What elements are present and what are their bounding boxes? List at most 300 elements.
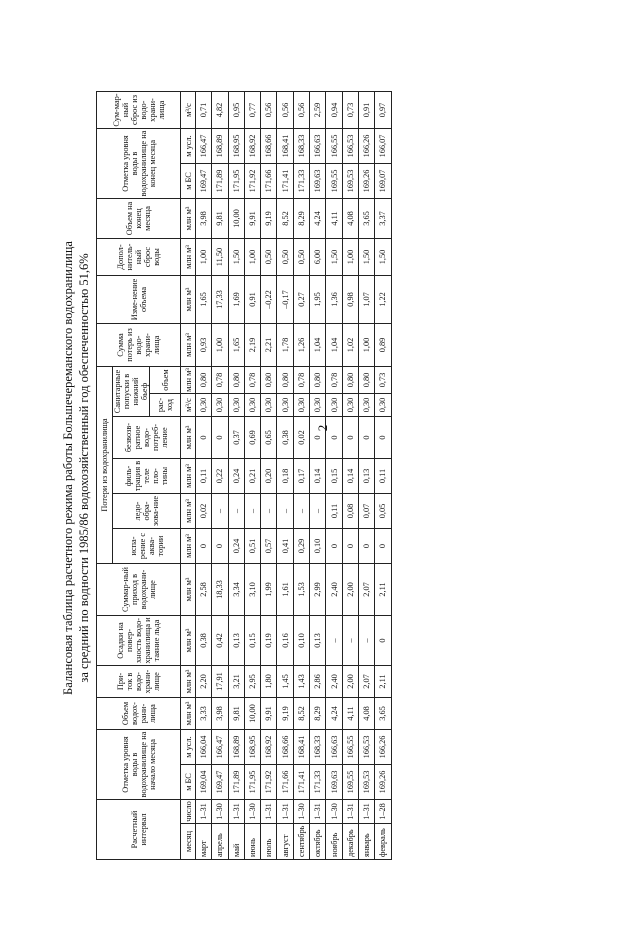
value-cell: 1,50 xyxy=(326,239,342,276)
value-cell: 3,37 xyxy=(375,199,391,239)
value-cell: 1,43 xyxy=(293,666,309,698)
value-cell: 169,55 xyxy=(342,765,358,800)
title-line-2: за средний по водности 1985/86 водохозяйственный год обеспеченностью 51,6% xyxy=(77,253,91,683)
value-cell: 4,24 xyxy=(310,199,326,239)
unit-cell: млн м³ xyxy=(181,529,196,564)
value-cell: 0,91 xyxy=(358,92,374,129)
table-row xyxy=(293,92,309,860)
value-cell: – xyxy=(310,494,326,529)
month-cell: апрель xyxy=(212,824,228,860)
month-cell: декабрь xyxy=(342,824,358,860)
value-cell: 1,99 xyxy=(261,564,277,616)
water-balance-table xyxy=(96,91,392,860)
value-cell: 0,30 xyxy=(326,394,342,417)
header-losses-group: Потери из водохранилища xyxy=(97,367,113,564)
value-cell: 0 xyxy=(212,529,228,564)
value-cell: – xyxy=(212,494,228,529)
value-cell: 0,56 xyxy=(261,92,277,129)
value-cell: 0,30 xyxy=(310,394,326,417)
value-cell: – xyxy=(342,616,358,666)
value-cell: 1,00 xyxy=(342,239,358,276)
value-cell: 0 xyxy=(342,529,358,564)
value-cell: 0,50 xyxy=(277,239,293,276)
value-cell: 3,34 xyxy=(228,564,244,616)
value-cell: 1,26 xyxy=(293,324,309,367)
value-cell: 0,11 xyxy=(196,459,212,494)
value-cell: 171,92 xyxy=(261,765,277,800)
value-cell: 0,78 xyxy=(293,367,309,394)
value-cell: 0,18 xyxy=(277,459,293,494)
value-cell: 166,07 xyxy=(375,129,391,164)
value-cell: 166,26 xyxy=(358,129,374,164)
value-cell: 1–30 xyxy=(244,800,260,824)
value-cell: 0,56 xyxy=(277,92,293,129)
value-cell: 1–31 xyxy=(228,800,244,824)
value-cell: 3,98 xyxy=(196,199,212,239)
value-cell: 0 xyxy=(375,616,391,666)
value-cell: 0,30 xyxy=(212,394,228,417)
value-cell: 0,50 xyxy=(293,239,309,276)
unit-cell: м³/с xyxy=(181,394,196,417)
value-cell: 1–31 xyxy=(358,800,374,824)
value-cell: 0,05 xyxy=(375,494,391,529)
value-cell: 169,04 xyxy=(196,765,212,800)
value-cell: 166,63 xyxy=(310,129,326,164)
value-cell: 1–31 xyxy=(277,800,293,824)
value-cell: 0,56 xyxy=(293,92,309,129)
value-cell: 168,92 xyxy=(261,730,277,765)
value-cell: 0,11 xyxy=(375,459,391,494)
rotated-page-content xyxy=(0,38,628,898)
value-cell: 2,07 xyxy=(358,564,374,616)
value-cell: 0 xyxy=(358,417,374,459)
value-cell: 0,11 xyxy=(326,494,342,529)
value-cell: 1,53 xyxy=(293,564,309,616)
value-cell: 0,73 xyxy=(375,367,391,394)
value-cell: 0 xyxy=(326,417,342,459)
value-cell: 1,00 xyxy=(212,324,228,367)
value-cell: 0,24 xyxy=(228,459,244,494)
table-row xyxy=(261,92,277,860)
unit-cell: млн м³ xyxy=(181,616,196,666)
value-cell: 17,33 xyxy=(212,276,228,324)
value-cell: 1–30 xyxy=(212,800,228,824)
unit-cell: млн м³ xyxy=(181,276,196,324)
value-cell: 0,80 xyxy=(310,367,326,394)
value-cell: 4,24 xyxy=(326,698,342,730)
value-cell: 0,80 xyxy=(196,367,212,394)
value-cell: – xyxy=(277,494,293,529)
value-cell: 171,89 xyxy=(212,164,228,199)
value-cell: – xyxy=(326,616,342,666)
value-cell: 1,50 xyxy=(228,239,244,276)
value-cell: 0 xyxy=(342,417,358,459)
header-total-discharge: Сум-мар-ный сброс из водо-храни-лища xyxy=(97,92,181,129)
value-cell: 166,47 xyxy=(212,730,228,765)
value-cell: 0,17 xyxy=(293,459,309,494)
value-cell: 4,08 xyxy=(358,698,374,730)
value-cell: 1,65 xyxy=(196,276,212,324)
value-cell: 0 xyxy=(375,529,391,564)
value-cell: 0,41 xyxy=(277,529,293,564)
value-cell: 0,15 xyxy=(326,459,342,494)
value-cell: 0,30 xyxy=(261,394,277,417)
value-cell: 169,63 xyxy=(310,164,326,199)
month-cell: май xyxy=(228,824,244,860)
header-level-start: Отметка уровня воды в водохранилище на начало месяца xyxy=(97,730,181,800)
month-cell: сентябрь xyxy=(293,824,309,860)
unit-cell: м³/с xyxy=(181,92,196,129)
value-cell: 0,07 xyxy=(358,494,374,529)
value-cell: 2,59 xyxy=(310,92,326,129)
value-cell: 2,19 xyxy=(244,324,260,367)
value-cell: 18,33 xyxy=(212,564,228,616)
table-row xyxy=(358,92,374,860)
value-cell: 9,91 xyxy=(244,199,260,239)
month-cell: ноябрь xyxy=(326,824,342,860)
value-cell: 166,63 xyxy=(326,730,342,765)
value-cell: 0,42 xyxy=(212,616,228,666)
value-cell: 171,41 xyxy=(293,765,309,800)
value-cell: 1–30 xyxy=(326,800,342,824)
value-cell: 1,00 xyxy=(196,239,212,276)
value-cell: 0 xyxy=(310,417,326,459)
header-volume: Объем водох-рани-лища xyxy=(97,698,181,730)
unit-cell: м усл. xyxy=(181,129,196,164)
value-cell: – xyxy=(228,494,244,529)
value-cell: 2,58 xyxy=(196,564,212,616)
value-cell: 3,65 xyxy=(358,199,374,239)
table-row xyxy=(326,92,342,860)
value-cell: 169,63 xyxy=(326,765,342,800)
value-cell: 1,22 xyxy=(375,276,391,324)
header-irreversible-use: безвозв-ратное водо-потреб-ление xyxy=(113,417,181,459)
value-cell: 0,77 xyxy=(244,92,260,129)
month-cell: октябрь xyxy=(310,824,326,860)
value-cell: 168,41 xyxy=(293,730,309,765)
value-cell: 171,33 xyxy=(293,164,309,199)
value-cell: 0,30 xyxy=(244,394,260,417)
value-cell: 0,10 xyxy=(293,616,309,666)
header-filtration: филь-трация в теле пло-тины xyxy=(113,459,181,494)
value-cell: 2,21 xyxy=(261,324,277,367)
value-cell: 3,33 xyxy=(196,698,212,730)
value-cell: 0,22 xyxy=(212,459,228,494)
table-row xyxy=(212,92,228,860)
value-cell: 168,95 xyxy=(244,730,260,765)
month-cell: июнь xyxy=(244,824,260,860)
value-cell: 0,08 xyxy=(342,494,358,529)
value-cell: 171,33 xyxy=(310,765,326,800)
value-cell: 2,00 xyxy=(342,666,358,698)
header-volume-end: Объем на конец месяца xyxy=(97,199,181,239)
value-cell: 0,13 xyxy=(310,616,326,666)
table-row xyxy=(277,92,293,860)
header-evaporation: испа-рение с аква-тории xyxy=(113,529,181,564)
value-cell: 0,69 xyxy=(244,417,260,459)
table-row xyxy=(375,92,391,860)
value-cell: 3,65 xyxy=(375,698,391,730)
header-inflow: При-ток в водо-храни-лище xyxy=(97,666,181,698)
value-cell: 11,50 xyxy=(212,239,228,276)
value-cell: 171,92 xyxy=(244,164,260,199)
value-cell: 0,78 xyxy=(212,367,228,394)
value-cell: 8,52 xyxy=(277,199,293,239)
value-cell: 171,95 xyxy=(244,765,260,800)
header-volume-change: Изме-нение объема xyxy=(97,276,181,324)
value-cell: 1,04 xyxy=(310,324,326,367)
value-cell: 2,40 xyxy=(326,666,342,698)
value-cell: 9,91 xyxy=(261,698,277,730)
unit-cell: млн м³ xyxy=(181,239,196,276)
header-total-inflow: Суммар-ный приход в водохрани-лище xyxy=(97,564,181,616)
value-cell: 1,00 xyxy=(358,324,374,367)
value-cell: 169,07 xyxy=(375,164,391,199)
value-cell: 171,66 xyxy=(261,164,277,199)
value-cell: 166,26 xyxy=(375,730,391,765)
value-cell: 9,81 xyxy=(212,199,228,239)
value-cell: 0,78 xyxy=(244,367,260,394)
value-cell: 2,20 xyxy=(196,666,212,698)
value-cell: 0,80 xyxy=(277,367,293,394)
value-cell: 168,89 xyxy=(212,129,228,164)
value-cell: 1–28 xyxy=(375,800,391,824)
value-cell: – xyxy=(244,494,260,529)
value-cell: 0,21 xyxy=(244,459,260,494)
value-cell: 0,30 xyxy=(375,394,391,417)
value-cell: 10,00 xyxy=(228,199,244,239)
value-cell: 0,30 xyxy=(293,394,309,417)
unit-cell: м БС xyxy=(181,164,196,199)
header-sum-losses: Сумма потерь из водо-храни-лища xyxy=(97,324,181,367)
value-cell: 1,36 xyxy=(326,276,342,324)
month-cell: февраль xyxy=(375,824,391,860)
value-cell: 0,38 xyxy=(196,616,212,666)
value-cell: 0,98 xyxy=(342,276,358,324)
value-cell: 168,33 xyxy=(310,730,326,765)
value-cell: –0,17 xyxy=(277,276,293,324)
header-ice-formation: ледо-обра-зова-ние xyxy=(113,494,181,529)
value-cell: 0,13 xyxy=(358,459,374,494)
value-cell: 0,02 xyxy=(196,494,212,529)
value-cell: 0,80 xyxy=(228,367,244,394)
value-cell: 0,29 xyxy=(293,529,309,564)
unit-cell: млн м³ xyxy=(181,417,196,459)
value-cell: 9,19 xyxy=(277,698,293,730)
value-cell: 0 xyxy=(212,417,228,459)
table-body xyxy=(196,92,392,860)
unit-cell: млн м³ xyxy=(181,564,196,616)
value-cell: 168,95 xyxy=(228,129,244,164)
value-cell: 0,15 xyxy=(244,616,260,666)
value-cell: 0,14 xyxy=(310,459,326,494)
value-cell: 9,19 xyxy=(261,199,277,239)
value-cell: 0,30 xyxy=(228,394,244,417)
value-cell: 0,30 xyxy=(342,394,358,417)
value-cell: 169,26 xyxy=(358,164,374,199)
value-cell: 10,00 xyxy=(244,698,260,730)
header-sanitary-releases: Санитарные попуски в нижний бьеф xyxy=(113,367,150,417)
value-cell: 8,29 xyxy=(310,698,326,730)
value-cell: 166,53 xyxy=(342,129,358,164)
table-row xyxy=(228,92,244,860)
value-cell: 1,61 xyxy=(277,564,293,616)
value-cell: 0,16 xyxy=(277,616,293,666)
value-cell: 171,41 xyxy=(277,164,293,199)
unit-cell: млн м³ xyxy=(181,494,196,529)
value-cell: 0,30 xyxy=(277,394,293,417)
table-row xyxy=(244,92,260,860)
value-cell: 0,20 xyxy=(261,459,277,494)
value-cell: – xyxy=(261,494,277,529)
value-cell: 4,08 xyxy=(342,199,358,239)
value-cell: 169,47 xyxy=(196,164,212,199)
value-cell: 0,38 xyxy=(277,417,293,459)
value-cell: 168,66 xyxy=(277,730,293,765)
page-number: 2 xyxy=(315,424,330,432)
unit-cell: месяц xyxy=(181,824,196,860)
header-sanitary-rate: рас-ход xyxy=(150,394,181,417)
value-cell: 3,98 xyxy=(212,698,228,730)
value-cell: 166,53 xyxy=(358,730,374,765)
value-cell: – xyxy=(358,616,374,666)
value-cell: 0,97 xyxy=(375,92,391,129)
value-cell: 1,80 xyxy=(261,666,277,698)
value-cell: 3,10 xyxy=(244,564,260,616)
value-cell: 4,11 xyxy=(342,698,358,730)
value-cell: 1–30 xyxy=(293,800,309,824)
value-cell: 1–31 xyxy=(261,800,277,824)
value-cell: 1,65 xyxy=(228,324,244,367)
value-cell: 1,00 xyxy=(244,239,260,276)
unit-cell: м усл. xyxy=(181,730,196,765)
value-cell: 0 xyxy=(196,529,212,564)
value-cell: 1–31 xyxy=(196,800,212,824)
value-cell: 0,30 xyxy=(358,394,374,417)
unit-cell: млн м³ xyxy=(181,459,196,494)
value-cell: 0,14 xyxy=(342,459,358,494)
value-cell: 0 xyxy=(196,417,212,459)
value-cell: 2,99 xyxy=(310,564,326,616)
table-row xyxy=(310,92,326,860)
unit-cell: млн м³ xyxy=(181,367,196,394)
value-cell: 171,89 xyxy=(228,765,244,800)
value-cell: 1,02 xyxy=(342,324,358,367)
value-cell: 1,04 xyxy=(326,324,342,367)
value-cell: 171,66 xyxy=(277,765,293,800)
value-cell: 166,55 xyxy=(326,129,342,164)
value-cell: 0,91 xyxy=(244,276,260,324)
value-cell: 0,51 xyxy=(244,529,260,564)
value-cell: 1–31 xyxy=(310,800,326,824)
value-cell: 4,82 xyxy=(212,92,228,129)
value-cell: – xyxy=(293,494,309,529)
value-cell: 2,95 xyxy=(244,666,260,698)
title-line-1: Балансовая таблица расчетного режима работы Большечереманского водохранилища xyxy=(61,241,75,695)
value-cell: 0,80 xyxy=(261,367,277,394)
value-cell: 169,53 xyxy=(342,164,358,199)
value-cell: 0,24 xyxy=(228,529,244,564)
value-cell: 0,94 xyxy=(326,92,342,129)
value-cell: 169,55 xyxy=(326,164,342,199)
value-cell: 8,29 xyxy=(293,199,309,239)
value-cell: 1,45 xyxy=(277,666,293,698)
value-cell: 2,07 xyxy=(358,666,374,698)
value-cell: 0,13 xyxy=(228,616,244,666)
value-cell: 1,50 xyxy=(375,239,391,276)
value-cell: 168,41 xyxy=(277,129,293,164)
value-cell: 17,91 xyxy=(212,666,228,698)
header-precipitation: Осадки на повер-хность водо-хранилища и таяние льда xyxy=(97,616,181,666)
value-cell: 0,93 xyxy=(196,324,212,367)
value-cell: 0,27 xyxy=(293,276,309,324)
value-cell: 1,78 xyxy=(277,324,293,367)
unit-cell: млн м³ xyxy=(181,666,196,698)
value-cell: 8,52 xyxy=(293,698,309,730)
unit-cell: млн м³ xyxy=(181,698,196,730)
month-cell: июль xyxy=(261,824,277,860)
value-cell: 0,02 xyxy=(293,417,309,459)
value-cell: 0 xyxy=(375,417,391,459)
value-cell: 0,80 xyxy=(358,367,374,394)
month-cell: январь xyxy=(358,824,374,860)
header-level-end: Отметка уровня воды в водохранилище на конец месяца xyxy=(97,129,181,199)
value-cell: 0 xyxy=(326,529,342,564)
value-cell: 169,53 xyxy=(358,765,374,800)
value-cell: 1,07 xyxy=(358,276,374,324)
value-cell: 2,86 xyxy=(310,666,326,698)
value-cell: 3,21 xyxy=(228,666,244,698)
value-cell: 0,95 xyxy=(228,92,244,129)
unit-cell: млн м³ xyxy=(181,324,196,367)
value-cell: 0,78 xyxy=(326,367,342,394)
value-cell: 9,81 xyxy=(228,698,244,730)
unit-cell: млн м³ xyxy=(181,199,196,239)
value-cell: 6,00 xyxy=(310,239,326,276)
value-cell: –0,22 xyxy=(261,276,277,324)
value-cell: 2,00 xyxy=(342,564,358,616)
units-row xyxy=(181,92,196,860)
document-title xyxy=(60,38,92,898)
value-cell: 2,11 xyxy=(375,564,391,616)
value-cell: 0 xyxy=(358,529,374,564)
value-cell: 0,80 xyxy=(342,367,358,394)
value-cell: 171,95 xyxy=(228,164,244,199)
value-cell: 0,71 xyxy=(196,92,212,129)
value-cell: 4,11 xyxy=(326,199,342,239)
header-interval: Расчетный интервал xyxy=(97,800,181,860)
value-cell: 166,47 xyxy=(196,129,212,164)
month-cell: март xyxy=(196,824,212,860)
unit-cell: м БС xyxy=(181,765,196,800)
header-additional-discharge: Допол-нитель-ный сброс воды xyxy=(97,239,181,276)
value-cell: 1,69 xyxy=(228,276,244,324)
value-cell: 0,37 xyxy=(228,417,244,459)
value-cell: 2,40 xyxy=(326,564,342,616)
value-cell: 0,89 xyxy=(375,324,391,367)
value-cell: 0,65 xyxy=(261,417,277,459)
value-cell: 0,30 xyxy=(196,394,212,417)
value-cell: 166,04 xyxy=(196,730,212,765)
value-cell: 168,92 xyxy=(244,129,260,164)
value-cell: 168,66 xyxy=(261,129,277,164)
value-cell: 168,89 xyxy=(228,730,244,765)
value-cell: 168,33 xyxy=(293,129,309,164)
unit-cell: число xyxy=(181,800,196,824)
table-row xyxy=(196,92,212,860)
value-cell: 0,57 xyxy=(261,529,277,564)
value-cell: 169,47 xyxy=(212,765,228,800)
